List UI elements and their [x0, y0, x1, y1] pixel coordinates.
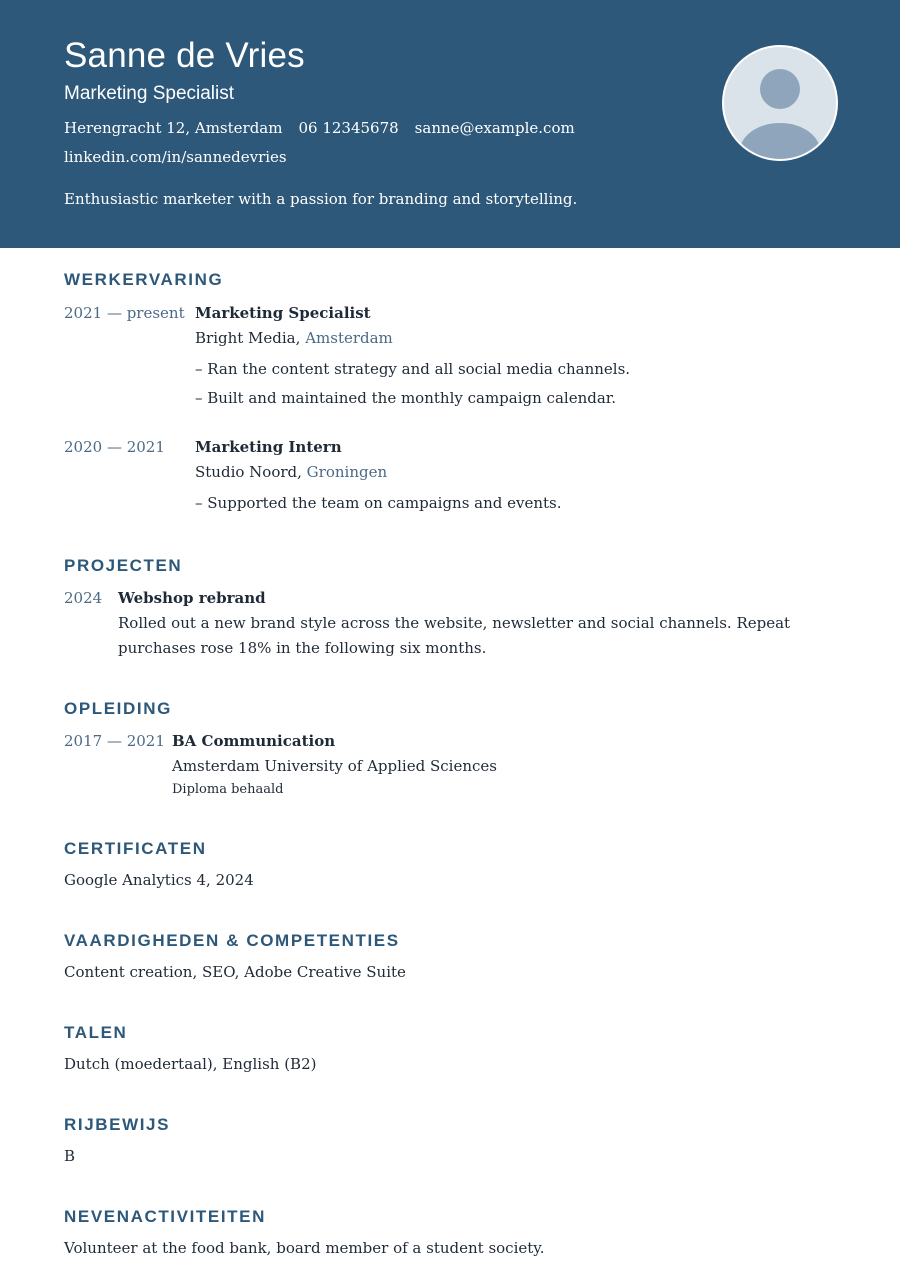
- contact-line: [64, 117, 836, 139]
- languages-text: Dutch (moedertaal), English (B2): [64, 1055, 317, 1073]
- candidate-name: Sanne de Vries: [64, 36, 305, 75]
- education-note: Diploma behaald: [172, 782, 284, 797]
- experience-role: Marketing Intern: [195, 438, 342, 456]
- section-title-activities: NEVENACTIVITEITEN: [64, 1207, 266, 1226]
- experience-location: Amsterdam: [305, 329, 393, 347]
- contact-linkedin[interactable]: linkedin.com/in/sannedevries: [64, 148, 287, 166]
- education-item: [64, 729, 836, 801]
- contact-phone: 06 12345678: [298, 119, 399, 137]
- section-title-languages: TALEN: [64, 1023, 128, 1042]
- section-title-projects: PROJECTEN: [64, 556, 183, 575]
- experience-bullets: [195, 489, 836, 518]
- resume-body: [0, 270, 900, 1259]
- experience-company: Studio Noord,: [195, 463, 302, 481]
- experience-dates: 2021 — present: [64, 304, 185, 322]
- contact-email[interactable]: sanne@example.com: [414, 119, 575, 137]
- experience-location: Groningen: [306, 463, 388, 481]
- bullet-item: – Built and maintained the monthly campaign calendar.: [195, 384, 836, 413]
- experience-item: [64, 435, 836, 518]
- education-degree: BA Communication: [172, 732, 336, 750]
- section-title-experience: WERKERVARING: [64, 270, 224, 289]
- resume-header: [0, 0, 900, 248]
- project-description: Rolled out a new brand style across the website, newsletter and social channels. Repeat purchases rose 18% in the following six months.: [118, 614, 791, 657]
- profile-summary: Enthusiastic marketer with a passion for branding and storytelling.: [64, 190, 578, 208]
- section-title-license: RIJBEWIJS: [64, 1115, 171, 1134]
- experience-company: Bright Media,: [195, 329, 301, 347]
- contact-address: Herengracht 12, Amsterdam: [64, 119, 283, 137]
- education-school: Amsterdam University of Applied Sciences: [172, 757, 497, 775]
- education-dates: 2017 — 2021: [64, 732, 165, 750]
- project-name: Webshop rebrand: [118, 589, 266, 607]
- activities-text: Volunteer at the food bank, board member of a student society.: [64, 1239, 545, 1257]
- experience-role: Marketing Specialist: [195, 304, 371, 322]
- project-year: 2024: [64, 589, 103, 607]
- candidate-role: Marketing Specialist: [64, 83, 235, 104]
- experience-dates: 2020 — 2021: [64, 438, 165, 456]
- experience-company-line: [195, 460, 836, 485]
- experience-company-line: [195, 326, 836, 351]
- skills-text: Content creation, SEO, Adobe Creative Suite: [64, 963, 406, 981]
- bullet-item: – Ran the content strategy and all social media channels.: [195, 355, 836, 384]
- certificates-text: Google Analytics 4, 2024: [64, 871, 254, 889]
- experience-bullets: [195, 355, 836, 413]
- project-item: [64, 586, 836, 661]
- section-title-skills: VAARDIGHEDEN & COMPETENTIES: [64, 931, 400, 950]
- license-text: B: [64, 1147, 76, 1165]
- user-avatar-icon: [722, 45, 838, 161]
- section-title-education: OPLEIDING: [64, 699, 172, 718]
- section-title-certificates: CERTIFICATEN: [64, 839, 207, 858]
- experience-item: [64, 301, 836, 413]
- bullet-item: – Supported the team on campaigns and events.: [195, 489, 836, 518]
